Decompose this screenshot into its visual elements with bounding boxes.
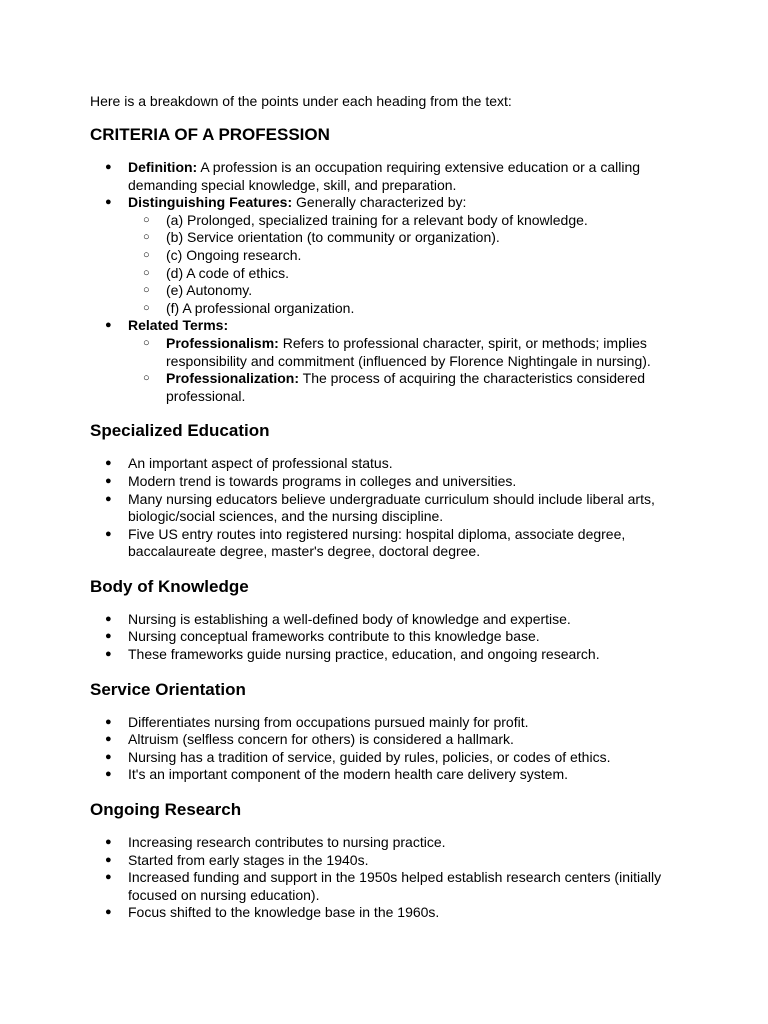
item-text: (e) Autonomy. [166,282,253,299]
bullet-circle-icon: ○ [143,301,150,314]
sub-bullet-list [128,335,678,405]
list-item [90,317,678,405]
section-heading: Service Orientation [90,679,246,699]
bullet-dot-icon: ● [105,630,112,643]
bullet-dot-icon: ● [105,474,112,487]
bullet-dot-icon: ● [105,457,112,470]
section-heading: Body of Knowledge [90,576,249,596]
item-text: The process of acquiring the characteristics considered professional. [166,370,646,404]
bullet-dot-icon: ● [105,733,112,746]
bullet-dot-icon: ● [105,161,112,173]
item-text: These frameworks guide nursing practice, education, and ongoing research. [128,646,600,663]
sub-list-item [128,212,678,230]
item-text: (a) Prolonged, specialized training for a relevant body of knowledge. [166,211,588,228]
item-text: Altruism (selfless concern for others) is considered a hallmark. [128,731,514,748]
item-text: It's an important component of the modern health care delivery system. [128,766,569,783]
bullet-circle-icon: ○ [143,213,150,226]
bullet-circle-icon: ○ [143,231,150,244]
bullet-dot-icon: ● [105,906,112,919]
list-item [90,628,678,646]
item-text: Increased funding and support in the 1950s helped establish research centers (initially focused on nursing education). [128,869,662,903]
bullet-circle-icon: ○ [143,248,150,261]
item-text: Many nursing educators believe undergraduate curriculum should include liberal arts, biologic/social sciences, and the nursing discipline. [128,490,655,525]
bullet-dot-icon: ● [105,750,112,763]
item-text: (b) Service orientation (to community or organization). [166,229,500,246]
item-bold-label: Professionalism: [166,334,279,351]
item-text: A profession is an occupation requiring extensive education or a calling demanding special knowledge, skill, and preparation. [128,159,641,193]
bullet-circle-icon: ○ [143,284,150,297]
list-item [90,194,678,317]
bullet-circle-icon: ○ [143,372,150,385]
list-item [90,749,678,767]
bullet-dot-icon: ● [105,492,112,505]
list-item [90,852,678,870]
sub-list-item [128,335,678,370]
item-text: An important aspect of professional status. [128,455,393,472]
bullet-dot-icon: ● [105,836,112,849]
item-text: (c) Ongoing research. [166,246,302,263]
list-item [90,526,678,561]
bullet-dot-icon: ● [105,715,112,728]
sub-bullet-list [128,212,678,318]
sub-list-item [128,265,678,283]
bullet-dot-icon: ● [105,196,112,209]
list-item [90,714,678,732]
bullet-dot-icon: ● [105,648,112,661]
item-text: Refers to professional character, spirit, or methods; implies responsibility and commitment (influenced by Florence Nightingale in nursing). [166,334,651,369]
item-bold-label: Professionalization: [166,370,300,387]
bullet-list [90,834,678,922]
list-item [90,611,678,629]
item-text: (d) A code of ethics. [166,264,289,281]
list-item [90,731,678,749]
bullet-dot-icon: ● [105,319,112,332]
sections-container [90,125,678,922]
item-text: Started from early stages in the 1940s. [128,851,369,868]
sub-list-item [128,282,678,300]
sub-list-item [128,229,678,247]
item-text: Five US entry routes into registered nursing: hospital diploma, associate degree, baccalaureate degree, master's degree, doctoral degree. [128,525,626,560]
bullet-list [90,714,678,784]
item-text: Differentiates nursing from occupations pursued mainly for profit. [128,713,529,730]
item-text: Nursing is establishing a well-defined body of knowledge and expertise. [128,610,571,627]
list-item [90,491,678,526]
list-item [90,473,678,491]
bullet-dot-icon: ● [105,612,112,625]
bullet-circle-icon: ○ [143,336,150,349]
sub-list-item [128,247,678,265]
bullet-dot-icon: ● [105,527,112,540]
item-bold-label: Related Terms: [128,317,229,334]
item-text: Nursing conceptual frameworks contribute to this knowledge base. [128,628,540,645]
item-text: Nursing has a tradition of service, guided by rules, policies, or codes of ethics. [128,748,611,765]
bullet-dot-icon: ● [105,871,112,884]
item-text: Modern trend is towards programs in colleges and universities. [128,472,517,489]
bullet-list [90,611,678,664]
list-item [90,159,678,194]
section-heading: Specialized Education [90,421,270,441]
item-bold-label: Definition: [128,159,198,175]
sub-list-item [128,300,678,318]
bullet-list [90,159,678,405]
item-bold-label: Distinguishing Features: [128,194,293,211]
bullet-dot-icon: ● [105,853,112,866]
list-item [90,455,678,473]
list-item [90,766,678,784]
item-text: Focus shifted to the knowledge base in the 1960s. [128,904,440,921]
section-heading: Ongoing Research [90,800,242,820]
list-item [90,869,678,904]
bullet-circle-icon: ○ [143,266,150,279]
bullet-dot-icon: ● [105,768,112,781]
bullet-list [90,455,678,561]
item-text: (f) A professional organization. [166,299,355,316]
item-text: Generally characterized by: [292,194,467,211]
item-text: Increasing research contributes to nursing practice. [128,834,446,851]
list-item [90,646,678,664]
intro-text: Here is a breakdown of the points under each heading from the text: [90,93,512,109]
list-item [90,904,678,922]
sub-list-item [128,370,678,405]
section-heading: CRITERIA OF A PROFESSION [90,125,330,144]
list-item [90,834,678,852]
